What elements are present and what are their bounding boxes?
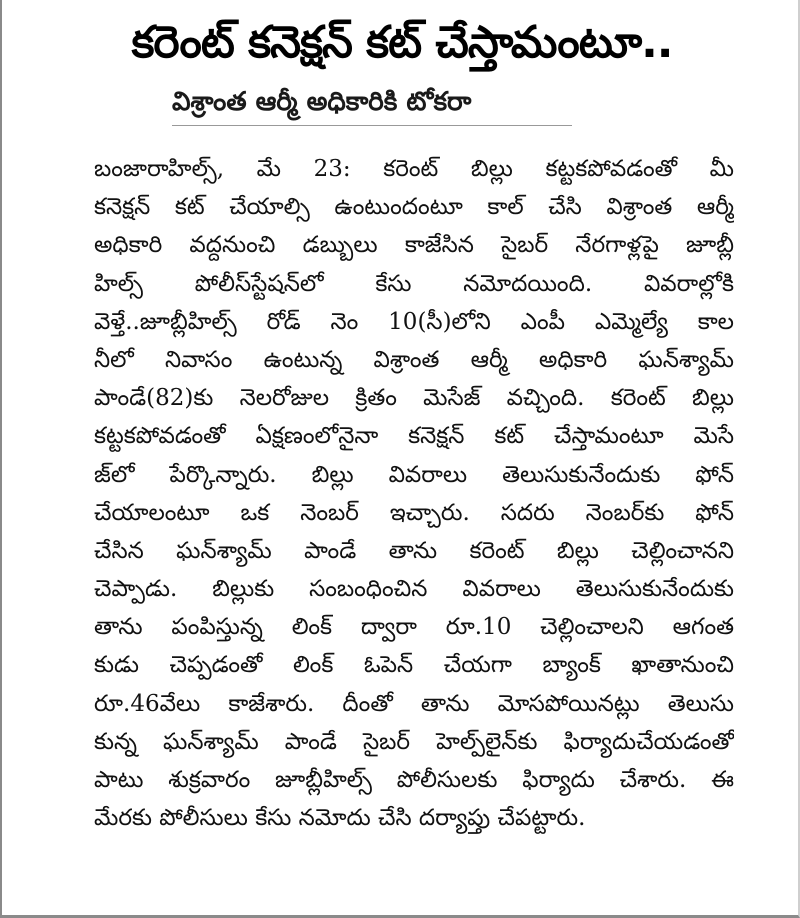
body-line: జ్‌లో పేర్కొన్నారు. బిల్లు వివరాలు తెలుసుకునేందుకు ఫోన్ [94,461,734,488]
body-line: కనెక్షన్ కట్ చేయాల్సి ఉంటుందంటూ కాల్ చేసి విశ్రాంత ఆర్మీ [94,194,734,221]
body-line: చేయాలంటూ ఒక నెంబర్ ఇచ్చారు. సదరు నెంబర్‌కు ఫోన్ [94,499,734,526]
body-line: చెప్పాడు. బిల్లుకు సంబంధించిన వివరాలు తెలుసుకునేందుకు [94,576,734,603]
body-line: పాటు శుక్రవారం జూబ్లీహిల్స్ పోలీసులకు ఫిర్యాదు చేశారు. ఈ [94,767,734,793]
body-line: చేసిన ఘన్‌శ్యామ్ పాండే తాను కరెంట్ బిల్లు చెల్లించానని [94,537,734,564]
body-line: కున్న ఘన్‌శ్యామ్ పాండే సైబర్ హెల్ప్‌లైన్‌కు ఫిర్యాదుచేయడంతో [94,728,734,755]
subheadline: విశ్రాంత ఆర్మీ అధికారికి టోకరా [172,87,472,117]
body-line: మేరకు పోలీసులు కేసు నమోదు చేసి దర్యాప్తు చేపట్టారు. [94,805,586,832]
body-line: బంజారాహిల్స్, మే 23: కరెంట్ బిల్లు కట్టకపోవడంతో మీ [94,156,734,182]
body-line: రూ.46వేలు కాజేశారు. దీంతో తాను మోసపోయినట్లు తెలుసు [94,690,734,717]
body-line: తాను పంపిస్తున్న లింక్ ద్వారా రూ.10 చెల్లించాలని ఆగంత [94,614,734,641]
body-line: నీలో నివాసం ఉంటున్న విశ్రాంత ఆర్మీ అధికారి ఘన్‌శ్యామ్ [94,346,734,373]
body-line: హిల్స్ పోలీస్‌స్టేషన్‌లో కేసు నమోదయింది. వివరాల్లోకి [94,270,734,297]
subheadline-underline [172,125,572,126]
body-line: అధికారి వద్దనుంచి డబ్బులు కాజేసిన సైబర్ నేరగాళ్లపై జూబ్లీ [94,232,734,259]
body-line: కుడు చెప్పడంతో లింక్ ఓపెన్ చేయగా బ్యాంక్ ఖాతానుంచి [94,652,734,679]
body-line: పాండే(82)కు నెలరోజుల క్రితం మెసేజ్ వచ్చింది. కరెంట్ బిల్లు [94,385,734,412]
body-line: వెళ్తే..జూబ్లీహిల్స్ రోడ్ నెం 10(సీ)లోని ఎంపీ ఎమ్మెల్యే కాల [94,308,734,335]
headline: కరెంట్ కనెక్షన్ కట్ చేస్తామంటూ.. [131,17,673,68]
article-body [94,150,734,837]
body-line: కట్టకపోవడంతో ఏక్షణంలోనైనా కనెక్షన్ కట్ చేస్తామంటూ మెసే [94,423,734,450]
